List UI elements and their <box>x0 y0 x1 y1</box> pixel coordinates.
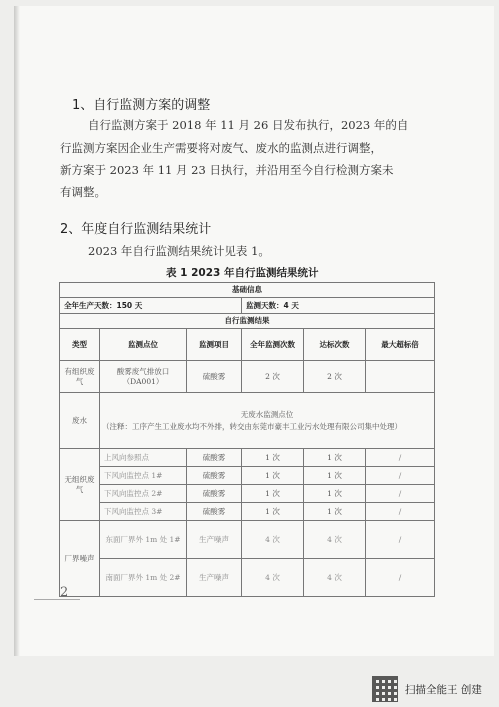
organized-gas-point: 酸雾废气排放口（DA001） <box>100 361 187 393</box>
scanner-watermark <box>372 676 482 702</box>
watermark-text: 扫描全能王 创建 <box>405 683 482 696</box>
table-row <box>60 314 435 329</box>
unorganized-max-1: / <box>366 449 435 467</box>
header-pass: 达标次数 <box>304 329 366 361</box>
wastewater-line-2: （注释：工序产生工业废水均不外排，转交由东莞市豪丰工业污水处理有限公司集中处理） <box>102 421 402 431</box>
monitoring-days: 监测天数：4 天 <box>242 298 435 314</box>
table-row <box>60 485 435 503</box>
section1-heading: 1、自行监测方案的调整 <box>72 98 211 113</box>
unorganized-pass-3: 1 次 <box>304 485 366 503</box>
unorganized-pass-2: 1 次 <box>304 467 366 485</box>
unorganized-pass-1: 1 次 <box>304 449 366 467</box>
wastewater-type: 废水 <box>60 393 100 449</box>
noise-item-2: 生产噪声 <box>187 559 242 597</box>
unorganized-count-2: 1 次 <box>242 467 304 485</box>
unorganized-point-1: 上风向参照点 <box>100 449 187 467</box>
wastewater-line-1: 无废水监测点位 <box>240 410 294 420</box>
table-row <box>60 361 435 393</box>
header-count: 全年监测次数 <box>242 329 304 361</box>
unorganized-gas-type: 无组织废气 <box>60 449 100 521</box>
table-row <box>60 503 435 521</box>
noise-pass-2: 4 次 <box>304 559 366 597</box>
section2-heading: 2、年度自行监测结果统计 <box>60 222 212 237</box>
section1-line-3: 新方案于 2023 年 11 月 23 日执行，并沿用至今自行检测方案未 <box>60 163 394 177</box>
organized-gas-type: 有组织废气 <box>60 361 100 393</box>
unorganized-point-2: 下风向监控点 1# <box>100 467 187 485</box>
noise-max-2: / <box>366 559 435 597</box>
organized-gas-max <box>366 361 435 393</box>
header-max: 最大超标倍 <box>366 329 435 361</box>
table-row <box>60 298 435 314</box>
unorganized-max-2: / <box>366 467 435 485</box>
unorganized-pass-4: 1 次 <box>304 503 366 521</box>
organized-gas-pass: 2 次 <box>304 361 366 393</box>
section1-line-1: 自行监测方案于 2018 年 11 月 26 日发布执行，2023 年的自 <box>88 118 409 132</box>
table-row <box>60 393 435 449</box>
footer-rule <box>34 599 80 600</box>
header-point: 监测点位 <box>100 329 187 361</box>
section1-line-2: 行监测方案因企业生产需要将对废气、废水的监测点进行调整， <box>60 141 382 155</box>
noise-count-2: 4 次 <box>242 559 304 597</box>
table-row <box>60 449 435 467</box>
unorganized-item-2: 硫酸雾 <box>187 467 242 485</box>
unorganized-item-4: 硫酸雾 <box>187 503 242 521</box>
qr-code-icon <box>372 676 398 702</box>
organized-gas-item: 硫酸雾 <box>187 361 242 393</box>
table-row <box>60 521 435 559</box>
unorganized-count-4: 1 次 <box>242 503 304 521</box>
unorganized-count-1: 1 次 <box>242 449 304 467</box>
table-caption: 表 1 2023 年自行监测结果统计 <box>166 267 319 279</box>
noise-item-1: 生产噪声 <box>187 521 242 559</box>
noise-type: 厂界噪声 <box>60 521 100 597</box>
noise-point-2: 南面厂界外 1m 处 2# <box>100 559 187 597</box>
header-type: 类型 <box>60 329 100 361</box>
results-title: 自行监测结果 <box>60 314 435 329</box>
results-table <box>59 282 435 597</box>
table-row <box>60 467 435 485</box>
noise-pass-1: 4 次 <box>304 521 366 559</box>
unorganized-count-3: 1 次 <box>242 485 304 503</box>
wastewater-note <box>100 393 435 449</box>
unorganized-max-4: / <box>366 503 435 521</box>
noise-count-1: 4 次 <box>242 521 304 559</box>
noise-max-1: / <box>366 521 435 559</box>
basic-info-title: 基础信息 <box>60 283 435 298</box>
production-days: 全年生产天数：150 天 <box>60 298 242 314</box>
header-item: 监测项目 <box>187 329 242 361</box>
section2-intro: 2023 年自行监测结果统计见表 1。 <box>88 244 270 258</box>
organized-gas-count: 2 次 <box>242 361 304 393</box>
unorganized-point-3: 下风向监控点 2# <box>100 485 187 503</box>
table-row <box>60 283 435 298</box>
section1-line-4: 有调整。 <box>60 185 106 199</box>
unorganized-point-4: 下风向监控点 3# <box>100 503 187 521</box>
unorganized-item-3: 硫酸雾 <box>187 485 242 503</box>
table-header-row <box>60 329 435 361</box>
noise-point-1: 东面厂界外 1m 处 1# <box>100 521 187 559</box>
unorganized-item-1: 硫酸雾 <box>187 449 242 467</box>
page-number: 2 <box>60 585 69 600</box>
unorganized-max-3: / <box>366 485 435 503</box>
table-row <box>60 559 435 597</box>
